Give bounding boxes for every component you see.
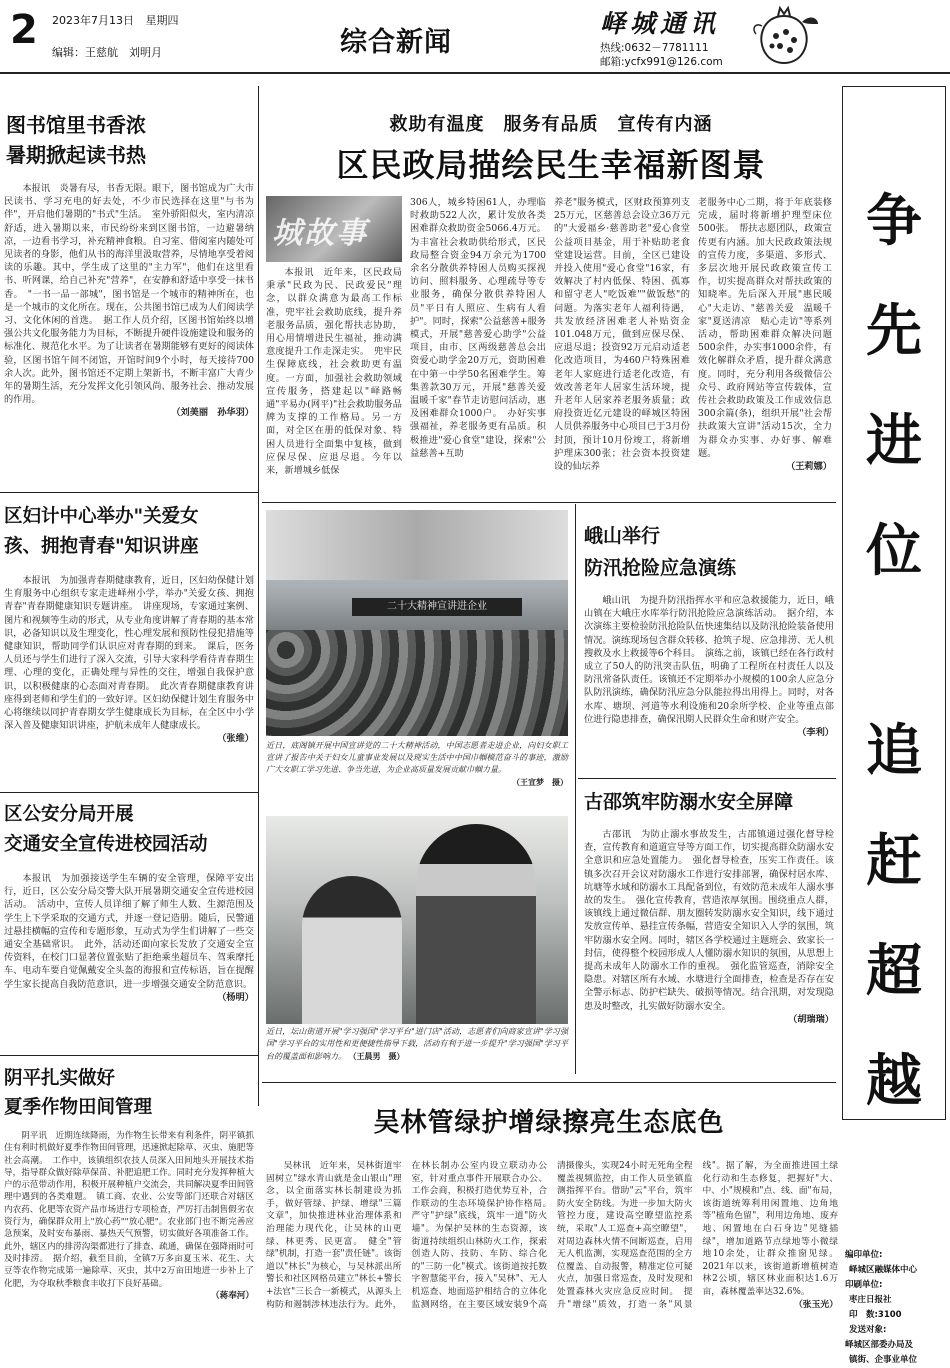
photo-study-app-promotion bbox=[266, 816, 568, 1024]
story-maternal-health bbox=[4, 502, 254, 746]
story-traffic-safety bbox=[4, 800, 254, 1004]
photo-volunteers-meeting bbox=[266, 510, 568, 736]
weekday-text: 星期四 bbox=[145, 14, 179, 27]
story-body bbox=[4, 182, 254, 420]
caption-text: 近日，坛山街道开展"学习强国"学习平台"进门店"活动，志愿者们向商家宣讲"学习强国"学习平台的实用性和更便捷性指导下载，活动有利于进一步提升"学习强国"学习平台的覆盖面和影响力。 bbox=[266, 1027, 568, 1061]
body-paragraph: 峨山讯 为提升防汛指挥水平和应急救援能力，近日，峨山镇在大峨庄水库举行防汛抢险应急演练活动。 据介绍，本次演练主要检验防汛抢险队伍快速集结以及防汛抢险装备使用情况。演练现场包含群众转移、抢筑子堤、应急排涝、无人机搜救及水上救援等6个科目。 演练之前，该镇已经在各行政村成立了50人的防汛突击队伍，明确了工程所在村责任人以及防汛常备队责任。该镇还不定期举办小规模的100余人应急分队防汛演练，确保防汛应急分队能拉得出用得上。同时，对各水库、塘坝、河道等水利设施和20余所学校、企业等重点部位进行隐患排查，确保汛期人民群众生命和财产安全。 bbox=[584, 595, 834, 725]
story-body bbox=[4, 1130, 254, 1302]
body-paragraph: 古邵讯 为防止溺水事故发生，古邵镇通过强化督导检查，宣传教育和道道宣导等方面工作，切实提高群众防溺水安全意识和应急处置能力。 强化督导检查，压实工作责任。该镇多次召开会议对防溺水工作进行安排部署，确保村居水库、坑塘等水域和防溺水工具配备到位，有效防范未成年人溺水事故的发生。 强化宣传教育，营造浓厚氛围。围绕重点人群，该镇线上通过微信群、朋友圈转发防溺水安全知识，线下通过发放宣传单、悬挂宣传条幅，营造安全知识入人学的氛围，筑牢防溺水安全网。同时，辖区各学校通过主题班会、致家长一封信，使得整个校园形成人人懂防溺水知识的氛围，从思想上提高未成年人防溺水工作的重视。 强化监管巡查，消除安全隐患。对辖区所有水域、水塘进行全面排查，检查是否存在安全警示标志、防护栏缺失、破损等情况。结合汛期，对发现隐患及时整改，扎实做好防溺水安全。 bbox=[584, 829, 834, 1012]
lead-col-2 bbox=[410, 196, 556, 460]
story-crop-management bbox=[4, 1064, 254, 1302]
column-divider bbox=[575, 504, 576, 1074]
divider bbox=[0, 792, 258, 793]
editors: 编辑：王慈航 刘明月 bbox=[52, 46, 162, 59]
byline: （王莉娜） bbox=[786, 461, 832, 473]
story-drowning-prevention bbox=[584, 786, 834, 1026]
slogan-box bbox=[842, 86, 946, 1120]
headline: 区妇计中心举办"关爱女 孩、拥抱青春"知识讲座 bbox=[4, 506, 199, 557]
slogan-char: 超 bbox=[866, 939, 922, 1004]
issue-date bbox=[52, 12, 179, 28]
headline: 古邵筑牢防溺水安全屏障 bbox=[584, 791, 794, 813]
publication-info-line: 编印单位: bbox=[845, 1250, 883, 1260]
photo-credit: （王宣梦 摄） bbox=[512, 777, 568, 787]
body-paragraph: 老服务中心二期，将于年底装修完成，届时将新增护理型床位500张。 帮扶志愿团队，政策宣传更有内涵。加大民政政策法规的宣传力度，多渠道、多形式、多层次地开展民政政策宣传工作，切实提高群众对帮扶政策的知晓率。先后深入开展"惠民暖心"大走访、"慈善关爱 温暖千家"夏送清凉 贴心走访"等系列活动，帮助困难群众解决问题500余件，办实事1000余件，有效化解群众矛盾，提升群众满意度。同时，充分利用各级微信公众号、政府网站等宣传载体，宣传社会救助政策及工作成效信息300余篇(条)，组织开展"社会帮扶政策大宣讲"活动15次，全力为群众办实事、办好事、解难题。 bbox=[698, 197, 832, 459]
photo-caption bbox=[266, 740, 568, 788]
column-divider bbox=[258, 86, 259, 1106]
publication-info bbox=[845, 1248, 947, 1368]
lead-kicker: 救助有温度 服务有品质 宣传有内涵 bbox=[389, 114, 713, 135]
story-library bbox=[4, 110, 254, 420]
slogan-char: 争 bbox=[866, 189, 922, 254]
divider bbox=[0, 1055, 258, 1056]
photo-credit: （王晨男 摄） bbox=[348, 1051, 405, 1061]
masthead-rule bbox=[0, 72, 950, 74]
byline: （刘美丽 孙华羽） bbox=[171, 407, 254, 419]
photo-person-left bbox=[302, 876, 402, 1024]
body-paragraph: 306人，城乡特困61人，办理临时救助522人次，累计发放各类困难群众救助资金5066.4万元。为丰富社会救助供给形式，区民政局整合资金94万余元为1700余名分散供养特困人员购买探视访问、照料服务、心理疏导等专业服务，确保分散供养特困人员"平日有人照应、生病有人看护"。同时，探索"公益慈善+服务模式，开展"慈善爱心助学"公益项目，由市、区两级慈善总会出资爱心助学金20万元，资助困难在中第一中学50名困难学生。筹集善款30万元，开展"慈善关爱 温暖千家"春节走访慰问活动，惠及困难群众1000户。 办好实事强福祉，养老服务更有品质。积极推进"爱心食堂"建设，探索"公益慈善+互助 bbox=[410, 197, 556, 459]
slogan-char: 位 bbox=[866, 519, 922, 584]
paper-name: 峄城通讯 bbox=[600, 9, 721, 38]
hotline: 热线:0632－7781111 bbox=[600, 42, 709, 54]
divider bbox=[0, 492, 258, 493]
body-paragraph: 本报讯 为加强接送学生车辆的安全管理，保障平安出行，近日，区公安分局交警大队开展暑期交通安全宣传进校园活动。 活动中，宣传人员详细了解了师生人数、生源范围及学生上下学采取的交通方式，并逐一登记造册。随后，民警通过悬挂横幅的宣传和专题形象，互动式为学生们讲解了一些交通安全基础常识。 此外，活动还面向家长发放了交通安全宣传资料，在校门口显著位置张贴了拒绝乘坐超员车、驾乘摩托车、电动车要自觉佩戴安全头盔的海报和宣传标语，旨在提醒学生家长提高自我防范意识，进一步增强交通安全防范意识。 bbox=[4, 873, 254, 990]
publication-info-line: 印 数:3100 bbox=[849, 1310, 902, 1320]
headline: 峨山举行 防汛抢险应急演练 bbox=[584, 525, 737, 579]
slogan-column bbox=[843, 167, 945, 1137]
slogan-char: 赶 bbox=[866, 829, 922, 894]
publication-info-line: 枣庄日报社 bbox=[849, 1295, 892, 1305]
slogan-char: 越 bbox=[866, 1049, 922, 1114]
photo-person-right bbox=[416, 824, 536, 1024]
publication-info-line: 峄城区融媒体中心 bbox=[849, 1265, 918, 1275]
lead-col-3 bbox=[554, 196, 690, 473]
photo-backdrop bbox=[266, 510, 568, 580]
divider bbox=[262, 502, 836, 503]
byline: （杨明） bbox=[217, 991, 254, 1003]
headline: 区公安分局开展 交通安全宣传进校园活动 bbox=[4, 804, 208, 855]
story-flood-drill bbox=[584, 520, 834, 739]
story-body bbox=[584, 594, 834, 739]
slogan-char: 进 bbox=[866, 409, 922, 474]
publication-info-line: 印刷单位: bbox=[845, 1280, 883, 1290]
lead-story-banner-image bbox=[266, 196, 402, 262]
publication-info-line: 镇街、企事业单位 bbox=[849, 1355, 918, 1365]
photo-banner: 二十大精神宣讲进企业 bbox=[352, 598, 522, 616]
page-number: 2 bbox=[10, 7, 38, 53]
masthead bbox=[0, 0, 950, 74]
story-body bbox=[4, 872, 254, 1004]
photo-caption bbox=[266, 1026, 568, 1063]
story-body bbox=[4, 574, 254, 746]
slogan-char: 追 bbox=[866, 719, 922, 784]
photo-crowd bbox=[266, 630, 568, 736]
story-body bbox=[584, 828, 834, 1026]
body-paragraph: 养老"服务模式，区财政预算列支25万元，区慈善总会设立36万元的"大爱福乡·慈善助老"爱心食堂公益项目基金，用于补贴助老食堂建设运营。目前，全区已建设并投入使用"爱心食堂"16家，有效解决了村内低保、特困、孤寡和留守老人"吃饭难""做饭愁"的问题。为落实老年人福利待遇，共发放经济困难老人补贴资金101.048万元，做到应保尽保、应退尽退；投资92万元启动适老化改造项目，为460户特殊困难老年人家庭进行适老化改造，有效改善老年人居家生活环境，提升老年人居家养老服务质量；政府投资近亿元建设的峄城区特困人员供养服务中心项目已于3月份封顶，预计10月份竣工，将新增护理床300张；社会资本投资建设的仙坛养 bbox=[554, 197, 690, 473]
headline: 图书馆里书香浓 暑期掀起读书热 bbox=[6, 113, 146, 167]
publication-info-line: 峄城区部委办局及 bbox=[845, 1340, 914, 1350]
byline: （李利） bbox=[797, 727, 834, 739]
byline: （张维） bbox=[217, 733, 254, 745]
lead-col-4 bbox=[698, 196, 832, 473]
lead-headline: 区民政局描绘民生幸福新图景 bbox=[336, 146, 766, 184]
section-title: 综合新闻 bbox=[340, 27, 452, 58]
bottom-story-body bbox=[266, 1160, 838, 1366]
slogan-char: 先 bbox=[866, 299, 922, 364]
date-text: 2023年7月13日 bbox=[52, 14, 134, 27]
lead-col-1 bbox=[266, 266, 402, 477]
body-paragraph: 本报讯 近年来，区民政局秉承"民政为民、民政爱民"理念，以群众满意为最高工作标准，兜牢社会救助底线，提升养老服务品质，强化帮扶志协助，用心用情增进民生福祉，推动满意度提升工作走深走实。 兜牢民生保障底线，社会救助更有温度。一方面，加强社会救助领域宣传服务，搭建起以"峄路畅通"平易办(网平)"社会救助服务品牌为支撑的工作格局。另一方面，对全区在册的低保对象、特困人员进行全面集中复核，做到应保尽保、应退尽退。今年以来，新增城乡低保 bbox=[266, 267, 402, 477]
caption-text: 近日，底阁镇开展中国宣讲党的二十大精神活动，中国志愿者走进企业，向妇女职工宣讲了报告中关于妇女儿童事业发展以及现实生活中中国巾帼模范奋斗的事迹，激励广大女职工学习先进、争当先进，为企业高质量发展贡献巾帼力量。 bbox=[266, 741, 568, 774]
headline: 阴平扎实做好 夏季作物田间管理 bbox=[4, 1068, 153, 1118]
banner-text: 城故事 bbox=[272, 216, 368, 251]
body-paragraph: 阴平讯 近期连续降雨，为作物生长带来有利条件，阴平镇抓住有利时机做好夏季作物田间管理，迅速掀起除草、灭虫、施肥等社会高潮。 工作中，该镇组织农技人员深入田间地头开展技术指导，指导群众做好除草保苗、补肥追肥工作。同时充分发挥种植大户的示范带动作用，积极开展种植户交流会，共同解决夏季田间管理中遇到的各类难题。 镇工商、农业、公安等部门还联合对辖区内农药、化肥等农资产品市场进行专项检查，严厉打击制售假劣农资行为，确保群众用上"放心药""放心肥"。农业部门也不断完善应急预案，及时安布暴雨、暴热天气预警，切实做好各项准备工作。此外，辖区内的排涝沟渠都进行了排查、疏通，确保在强降雨时可及时排涝。 据介绍，截至目前，全镇7万多亩夏玉米、花生、大豆等农作物完成第一遍除草、灭虫，其中2万亩田地进一步补上了化肥，为夺取秋季粮食丰收打下良好基础。 bbox=[4, 1131, 254, 1289]
body-paragraph: 本报讯 为加强青春期健康教育，近日，区妇幼保健计划生育服务中心组织专家走进峄州小学，举办"关爱女孩、拥抱青春"青春期健康知识专题讲座。 讲座现场，专家通过案例、图片和视频等生动的形式，从专业角度讲解了青春期的基本常识，必备知识以及生理变化，性心理发展和预防性侵犯措施等健康知识，帮助同学们认识应对青春期的到来。 课后，医务人员还与学生们进行了深入交流，引导大家科学看待青春期生理、心理的变化，正确处理与异性的交往，增强自我保护意识，以积极健康的心态面对青春期。 此次青春期健康教育讲座得到老师和学生们的一致好评。区妇幼保健计划生育服务中心将继续以同护青春期女学生健康成长为目标，在全区中小学深入普及健康知识讲座，护航未成年人健康成长。 bbox=[4, 575, 254, 732]
divider bbox=[578, 778, 836, 779]
email: 邮箱:ycfx991@126.com bbox=[600, 56, 723, 68]
publication-info-line: 发送对象: bbox=[849, 1325, 887, 1335]
byline: （蒋奉河） bbox=[211, 1290, 254, 1301]
pomegranate-logo-icon bbox=[748, 2, 820, 72]
divider bbox=[262, 1082, 836, 1083]
bottom-headline: 吴林管绿护增绿擦亮生态底色 bbox=[373, 1108, 725, 1138]
body-paragraph: 本报讯 炎暑有尽，书香无限。眼下，图书馆成为广大市民读书、学习充电的好去处，不少市民选择在这里"与书为伴"，开启他们暑期的"书式"生活。 室外骄阳似火，室内清凉舒适，进入暑期以来，市民纷纷来到区图书馆，一边避暑纳凉，一边看书学习，补充精神食粮。自习室、借阅室内随处可见读者的身影，他们从书的海洋里汲取营养，尽情地享受着阅读的乐趣。其中，学生成了这里的"主力军"，他们在这里看书、听网课，给自己补充"营养"，在安静和舒适中享受一抹书香。 "一书一品一部城"，图书馆是一个城市的精神所在，也是一个城市的文化所在。现在，公共图书馆已成为人们阅读学习、文化休闲的首选。 据工作人员介绍，区图书馆始终以增强公共文化服务能力为目标，不断提升硬件设施建设和服务的标准化、规范化水平。为了让读者在暑期能够有更好的阅读体验，区图书馆午间不闭馆，开馆时间9个小时，每天接待700余人次。此外，图书馆还不定期上架新书，不断丰富广大青少年的暑期生活，充分发挥文化引领风尚、服务社会、推动发展的作用。 bbox=[4, 183, 254, 406]
byline: （张玉光） bbox=[794, 1299, 838, 1310]
body-paragraph: 吴林讯 近年来，吴林街道牢固树立"绿水青山就是金山银山"理念，以全面落实林长制建设为抓手，做好管绿、护绿、增绿"三篇文章"，加快推进林业治理体系和治理能力现代化，让吴林的山更绿、林更秀、民更富。 健全"管绿"机制，打造一套"责任链"。该街道以"林长"为核心，与吴林派出所警长和社区网格员建立"林长+警长+法官"三长合一新模式，从源头上构防和遏制涉林违法行为。此外，在林长制办公室内设立联动办公室，针对重点事件开展联合办公、工作会商，积极打造优势互补，合作联动的生态环境保护协作格局。 严守"护绿"底线，筑牢一道"防火墙"。为保护吴林的生态资源，该街道持续组织山林防火工作，探索创造人防、技防、车防、综合化的"三防一化"模式。该街道按托数字智慧能平台，接入"吴林"、无人机巡查、地面巡护相结合的立体化监测网络，在主要区域安装9个高清摄像头，实现24小时无死角全程覆盖视频监控，由工作人员坐镇监测指挥平台。借助"云"平台，筑牢防火安全防线。为进一步加大防火管控力度，建设高空瞭望监控系统，采取"人工巡查+高空瞭望"，对周边森林火情不间断巡查，启用无人机监测，实现巡查范围的全方位覆盖、自动报警，精准定位可疑火点，加强日常巡查，及时发现和处置森林火灾应急反应时间。 提升"增绿"质效，打造一条"风景线"。据了解，为全面推进国土绿化行动和生态修复，把握好"大、中、小"规模和"点、线、面"布局，该街道统筹利用闲置地、边角地等"植角色留"，利用边角地、废弃地、闲置地在白石身边"见缝插绿"，增加道路节点绿地等小微绿地10余处，让群众推窗见绿。2021年以来，该街道新增植树造林2公顷，辖区林业面积达1.6万亩，森林覆盖率达32.6%。 bbox=[266, 1161, 838, 1310]
byline: （胡瑞瑞） bbox=[788, 1013, 834, 1025]
